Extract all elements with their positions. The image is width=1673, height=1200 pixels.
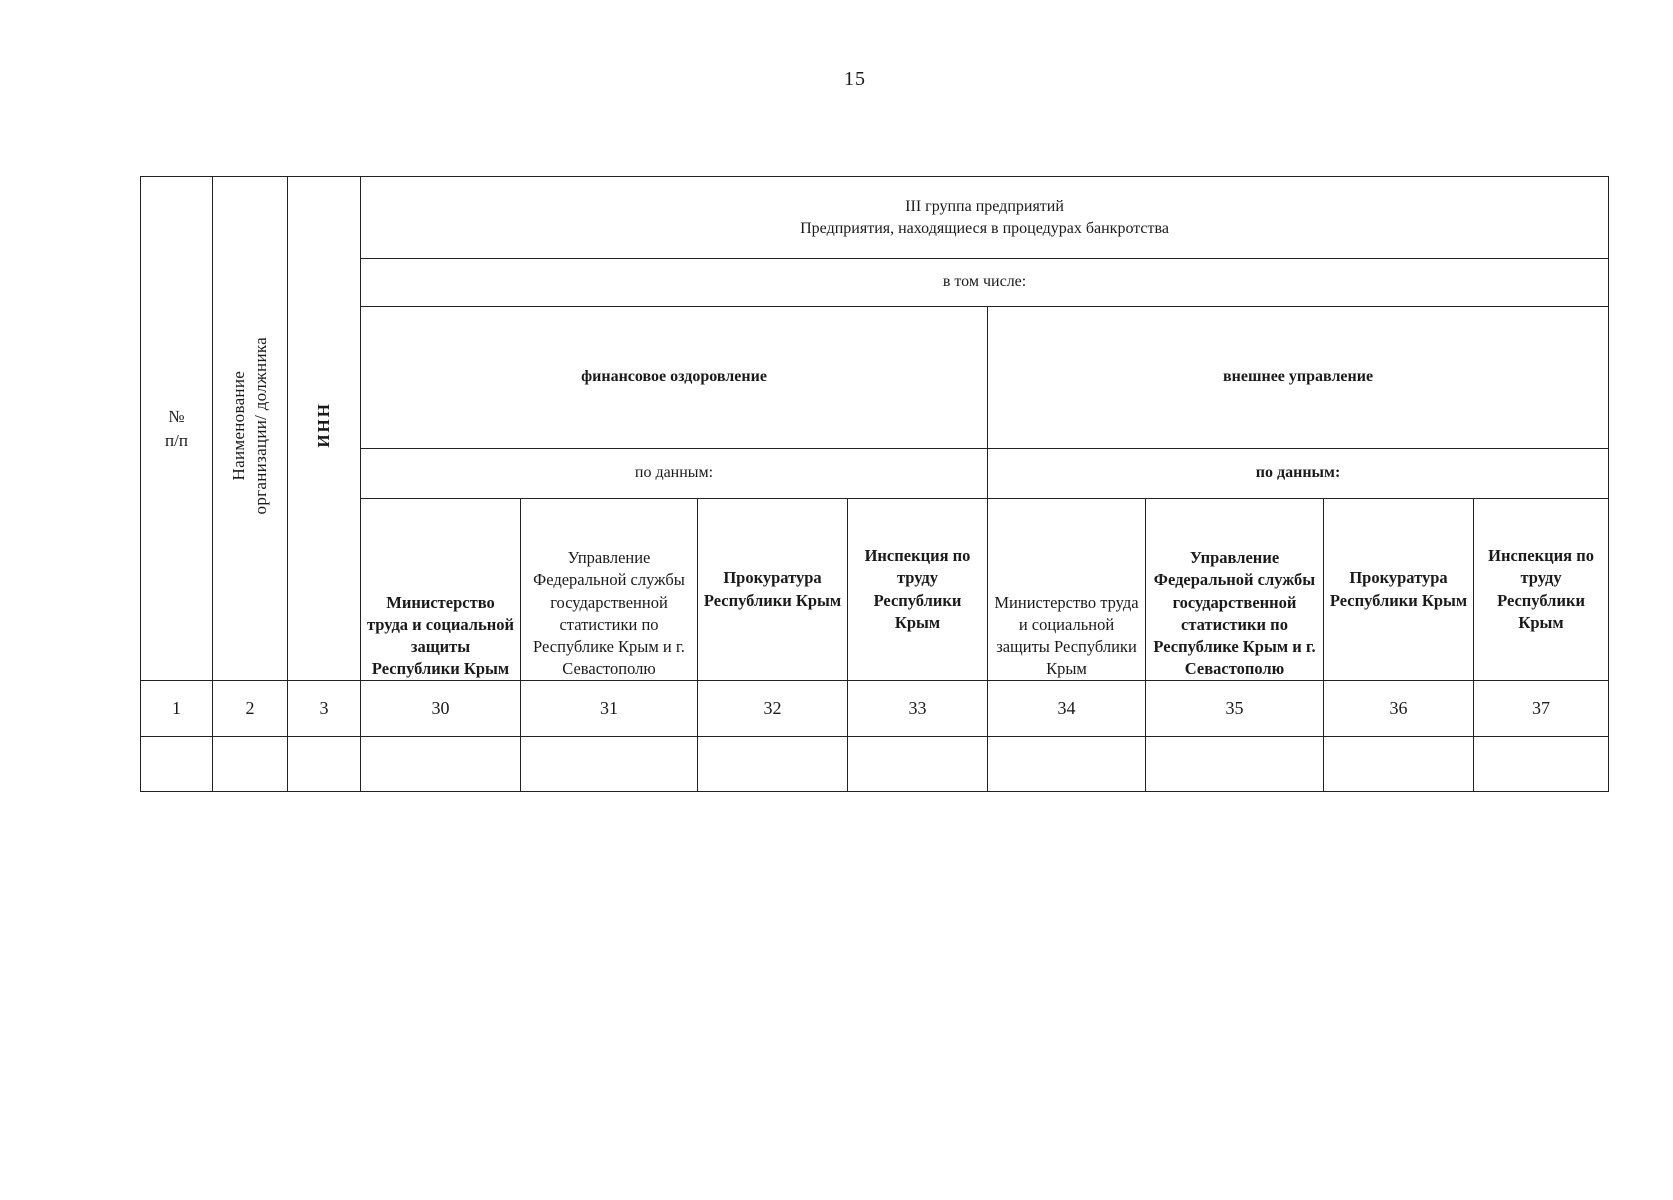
empty-cell [213,737,288,792]
empty-cell [1146,737,1324,792]
group-title-cell [361,177,1609,259]
header-inn-label: ИНН [314,402,334,449]
empty-cell [141,737,213,792]
column-numbers-row [141,681,1609,737]
page-number: 15 [844,68,866,90]
column-number-37: 37 [1474,681,1609,737]
agency-labor-inspection-em: Инспекция по труду Республики Крым [1474,499,1609,681]
group-title-line2: Предприятия, находящиеся в процедурах банкротства [800,219,1169,237]
column-number-1: 1 [141,681,213,737]
header-number-abbr: п/п [165,430,188,450]
header-organization-name-cell [213,177,288,681]
including-cell: в том числе: [361,259,1609,307]
column-number-35: 35 [1146,681,1324,737]
empty-cell [698,737,848,792]
agency-labor-inspection-fr: Инспекция по труду Республики Крым [848,499,988,681]
procedure-financial-recovery: финансовое оздоровление [361,307,988,449]
empty-cell [848,737,988,792]
agency-ministry-labor-em: Министерство труда и социальной защиты Республики Крым [988,499,1146,681]
empty-data-row [141,737,1609,792]
column-number-3: 3 [288,681,361,737]
empty-cell [988,737,1146,792]
agency-rosstat-em: Управление Федеральной службы государственной статистики по Республике Крым и г. Севастополю [1146,499,1324,681]
header-number-sign: № [168,406,185,426]
agency-prosecutor-em: Прокуратура Республики Крым [1324,499,1474,681]
empty-cell [288,737,361,792]
column-number-30: 30 [361,681,521,737]
empty-cell [1474,737,1609,792]
empty-cell [1324,737,1474,792]
column-number-31: 31 [521,681,698,737]
procedure-external-management: внешнее управление [988,307,1609,449]
empty-cell [521,737,698,792]
column-number-36: 36 [1324,681,1474,737]
empty-cell [361,737,521,792]
column-number-33: 33 [848,681,988,737]
header-row-group [141,177,1609,259]
header-organization-name-label: Наименование организации/ должника [228,336,270,514]
column-number-34: 34 [988,681,1146,737]
agency-ministry-labor-fr: Министерство труда и социальной защиты Республики Крым [361,499,521,681]
column-number-2: 2 [213,681,288,737]
bankruptcy-report-table [140,176,1609,792]
header-inn-cell [288,177,361,681]
header-row-procedures [141,307,1609,449]
agency-prosecutor-fr: Прокуратура Республики Крым [698,499,848,681]
agency-rosstat-fr: Управление Федеральной службы государственной статистики по Республике Крым и г. Севастополю [521,499,698,681]
column-number-32: 32 [698,681,848,737]
by-data-external-management: по данным: [988,449,1609,499]
by-data-financial-recovery: по данным: [361,449,988,499]
header-row-by-data [141,449,1609,499]
header-number-cell [141,177,213,681]
header-number-label [145,405,208,453]
header-row-agencies [141,499,1609,681]
group-title-line1: III группа предприятий [905,197,1064,215]
header-row-including [141,259,1609,307]
